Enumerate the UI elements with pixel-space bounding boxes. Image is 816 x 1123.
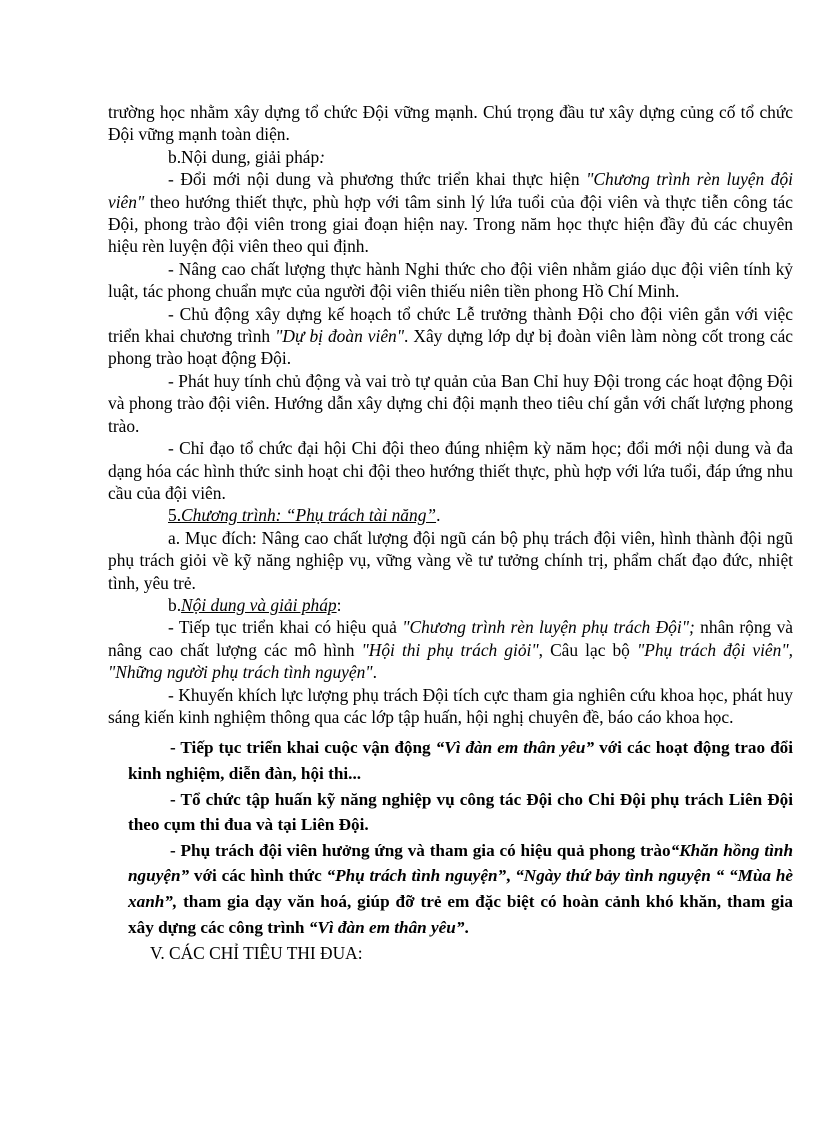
- section-4b-item-4: - Phát huy tính chủ động và vai trò tự quản của Ban Chỉ huy Đội trong các hoạt động Đội và phong trào đội viên. Hướng dẫn xây dựng chi đội mạnh theo tiêu chí gắn với chất lượng phong trào.: [108, 370, 793, 436]
- section-4b-heading: b.Nội dung, giải pháp:: [168, 146, 325, 167]
- section-4b-item-3: - Chủ động xây dựng kế hoạch tổ chức Lễ trưởng thành Đội cho đội viên gắn với việc triển khai chương trình "Dự bị đoàn viên". Xây dựng lớp dự bị đoàn viên làm nòng cốt trong các phong trào hoạt động Đội.: [108, 303, 794, 369]
- section-4b-item-5: - Chỉ đạo tổ chức đại hội Chi đội theo đúng nhiệm kỳ năm học; đổi mới nội dung và đa dạng hóa các hình thức sinh hoạt chi đội theo hướng thiết thực, phù hợp với lứa tuổi, đáp ứng nhu cầu của đội viên.: [108, 438, 793, 503]
- section-5-purpose: a. Mục đích: Nâng cao chất lượng đội ngũ cán bộ phụ trách đội viên, hình thành đội ngũ phụ trách giỏi về kỹ năng nghiệp vụ, vững vàng về tư tưởng chính trị, phẩm chất đạo đức, nhiệt tình, yêu trẻ.: [108, 527, 793, 593]
- section-5b-bold-item-1: - Tiếp tục triển khai cuộc vận động “Vì đàn em thân yêu” với các hoạt động trao đổi kinh nghiệm, diễn đàn, hội thi...: [128, 738, 794, 783]
- intro-paragraph: trường học nhằm xây dựng tổ chức Đội vững mạnh. Chú trọng đầu tư xây dựng củng cố tổ chức Đội vững mạnh toàn diện.: [108, 102, 793, 145]
- section-5b-item-2: - Khuyến khích lực lượng phụ trách Đội tích cực tham gia nghiên cứu khoa học, phát huy sáng kiến kinh nghiệm thông qua các lớp tập huấn, hội nghị chuyên đề, báo cáo khoa học.: [108, 684, 793, 727]
- document-page: [108, 101, 793, 965]
- section-4b-item-1: - Đổi mới nội dung và phương thức triển khai thực hiện "Chương trình rèn luyện đội viên" theo hướng thiết thực, phù hợp với tâm sinh lý lứa tuổi của đội viên và thực tiễn công tác Đội, phong trào đội viên trong giai đoạn hiện nay. Trong năm học thực hiện đầy đủ các chuyên hiệu rèn luyện đội viên theo qui định.: [108, 169, 793, 257]
- section-5b-bold-item-3: - Phụ trách đội viên hưởng ứng và tham gia có hiệu quả phong trào“Khăn hồng tình nguyện” với các hình thức “Phụ trách tình nguyện”, “Ngày thứ bảy tình nguyện “ “Mùa hè xanh”, tham gia dạy văn hoá, giúp đỡ trẻ em đặc biệt có hoàn cảnh khó khăn, tham gia xây dựng các công trình “Vì đàn em thân yêu”.: [128, 840, 794, 937]
- section-5-title: 5.Chương trình: “Phụ trách tài năng”.: [168, 505, 441, 526]
- section-5b-item-1: - Tiếp tục triển khai có hiệu quả "Chương trình rèn luyện phụ trách Đội"; nhân rộng và nâng cao chất lượng các mô hình "Hội thi phụ trách giỏi", Câu lạc bộ "Phụ trách đội viên", "Những người phụ trách tình nguyện".: [108, 617, 794, 683]
- section-4b-item-2: - Nâng cao chất lượng thực hành Nghi thức cho đội viên nhằm giáo dục đội viên tính kỷ luật, tác phong chuẩn mực của người đội viên thiếu niên tiền phong Hồ Chí Minh.: [108, 258, 793, 302]
- section-5b-heading: b.Nội dung và giải pháp:: [168, 594, 342, 615]
- section-v-heading: V. CÁC CHỈ TIÊU THI ĐUA:: [150, 943, 363, 964]
- section-5b-bold-item-2: - Tổ chức tập huấn kỹ năng nghiệp vụ công tác Đội cho Chi Đội phụ trách Liên Đội theo cụm thi đua và tại Liên Đội.: [128, 789, 793, 835]
